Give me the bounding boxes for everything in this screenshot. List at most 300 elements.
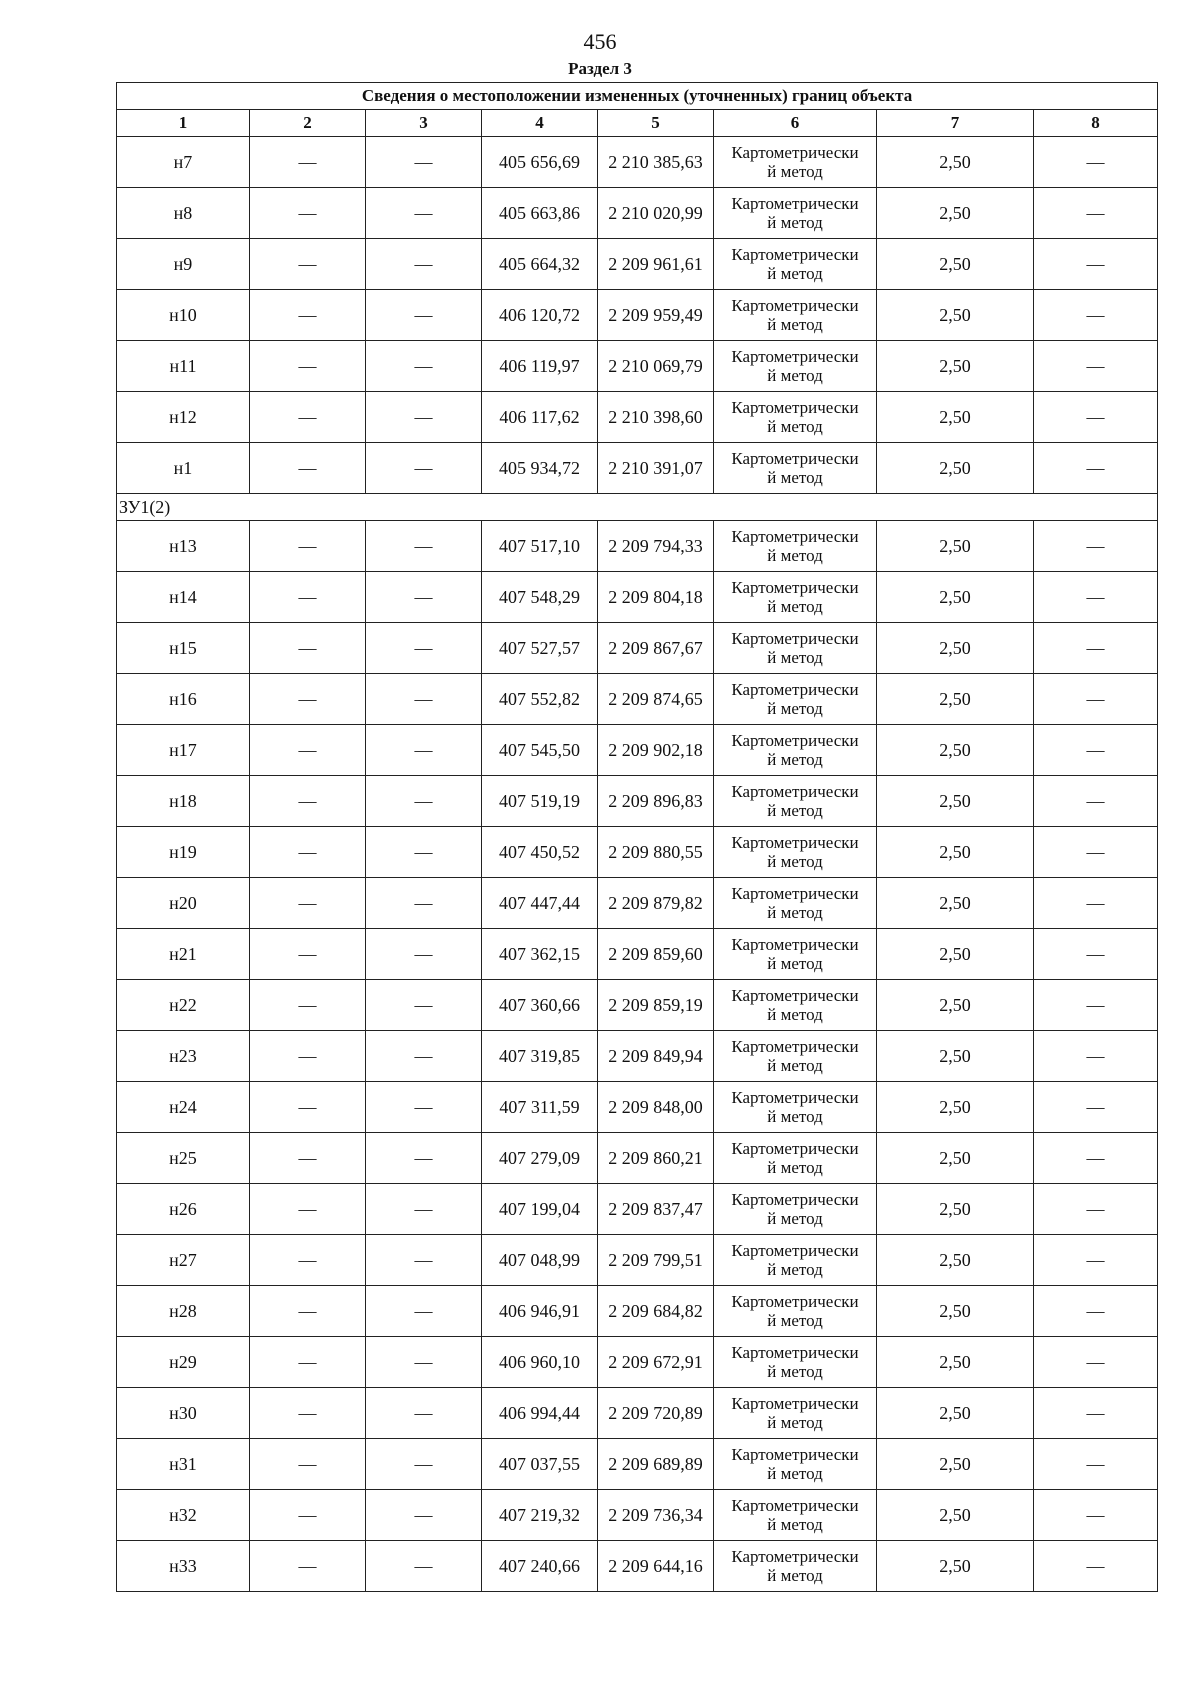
y-coordinate-cell: 2 209 848,00 [598,1082,714,1133]
empty-dash-cell: — [1034,1541,1158,1592]
empty-dash-cell: — [250,188,366,239]
empty-dash-cell: — [1034,1439,1158,1490]
method-text-line-1: Картометрически [731,143,859,162]
x-coordinate-cell: 407 548,29 [482,572,598,623]
x-coordinate-cell: 407 199,04 [482,1184,598,1235]
point-id-cell: н7 [117,137,250,188]
point-id-cell: н24 [117,1082,250,1133]
y-coordinate-cell: 2 209 860,21 [598,1133,714,1184]
empty-dash-cell: — [250,572,366,623]
y-coordinate-cell: 2 209 736,34 [598,1490,714,1541]
y-coordinate-cell: 2 210 391,07 [598,443,714,494]
empty-dash-cell: — [366,521,482,572]
point-id-cell: н16 [117,674,250,725]
point-id-cell: н25 [117,1133,250,1184]
empty-dash-cell: — [366,725,482,776]
point-id-cell: н31 [117,1439,250,1490]
empty-dash-cell: — [366,623,482,674]
x-coordinate-cell: 407 362,15 [482,929,598,980]
method-cell [714,392,877,443]
method-cell [714,521,877,572]
table-row [117,674,1158,725]
y-coordinate-cell: 2 209 874,65 [598,674,714,725]
method-text-line-2: й метод [767,417,823,436]
empty-dash-cell: — [366,1337,482,1388]
accuracy-cell: 2,50 [877,878,1034,929]
method-text-line-1: Картометрически [731,731,859,750]
empty-dash-cell: — [250,1082,366,1133]
point-id-cell: н22 [117,980,250,1031]
empty-dash-cell: — [1034,725,1158,776]
y-coordinate-cell: 2 209 804,18 [598,572,714,623]
accuracy-cell: 2,50 [877,521,1034,572]
empty-dash-cell: — [250,290,366,341]
method-text-line-2: й метод [767,213,823,232]
empty-dash-cell: — [366,878,482,929]
empty-dash-cell: — [1034,1388,1158,1439]
empty-dash-cell: — [1034,1337,1158,1388]
x-coordinate-cell: 406 120,72 [482,290,598,341]
empty-dash-cell: — [366,392,482,443]
point-id-cell: н17 [117,725,250,776]
table-row [117,1541,1158,1592]
method-text-line-2: й метод [767,546,823,565]
x-coordinate-cell: 407 552,82 [482,674,598,725]
empty-dash-cell: — [1034,827,1158,878]
method-cell [714,1235,877,1286]
empty-dash-cell: — [1034,521,1158,572]
empty-dash-cell: — [1034,980,1158,1031]
point-id-cell: н18 [117,776,250,827]
empty-dash-cell: — [366,1031,482,1082]
accuracy-cell: 2,50 [877,137,1034,188]
method-text-line-2: й метод [767,699,823,718]
empty-dash-cell: — [250,725,366,776]
method-cell [714,1133,877,1184]
x-coordinate-cell: 406 117,62 [482,392,598,443]
empty-dash-cell: — [1034,341,1158,392]
point-id-cell: н10 [117,290,250,341]
empty-dash-cell: — [1034,1031,1158,1082]
accuracy-cell: 2,50 [877,239,1034,290]
method-cell [714,1337,877,1388]
method-text-line-2: й метод [767,801,823,820]
column-header-2: 2 [250,110,366,137]
y-coordinate-cell: 2 209 902,18 [598,725,714,776]
empty-dash-cell: — [366,1286,482,1337]
method-text-line-2: й метод [767,1515,823,1534]
table-row [117,1439,1158,1490]
empty-dash-cell: — [366,341,482,392]
empty-dash-cell: — [366,137,482,188]
empty-dash-cell: — [1034,290,1158,341]
method-text-line-1: Картометрически [731,1139,859,1158]
x-coordinate-cell: 407 545,50 [482,725,598,776]
empty-dash-cell: — [366,1439,482,1490]
method-text-line-2: й метод [767,1311,823,1330]
method-text-line-1: Картометрически [731,449,859,468]
method-cell [714,1184,877,1235]
x-coordinate-cell: 407 450,52 [482,827,598,878]
table-row [117,521,1158,572]
empty-dash-cell: — [250,1235,366,1286]
accuracy-cell: 2,50 [877,1541,1034,1592]
method-text-line-2: й метод [767,1413,823,1432]
method-text-line-1: Картометрически [731,782,859,801]
x-coordinate-cell: 407 279,09 [482,1133,598,1184]
method-text-line-2: й метод [767,1209,823,1228]
method-text-line-1: Картометрически [731,578,859,597]
empty-dash-cell: — [366,1235,482,1286]
y-coordinate-cell: 2 209 849,94 [598,1031,714,1082]
empty-dash-cell: — [1034,572,1158,623]
empty-dash-cell: — [250,341,366,392]
group-row [117,494,1158,521]
method-text-line-2: й метод [767,1107,823,1126]
method-text-line-2: й метод [767,1362,823,1381]
column-header-7: 7 [877,110,1034,137]
accuracy-cell: 2,50 [877,341,1034,392]
empty-dash-cell: — [366,290,482,341]
method-text-line-1: Картометрически [731,1394,859,1413]
method-text-line-1: Картометрически [731,1088,859,1107]
x-coordinate-cell: 405 656,69 [482,137,598,188]
method-text-line-2: й метод [767,162,823,181]
point-id-cell: н21 [117,929,250,980]
section-title: Раздел 3 [568,59,632,78]
empty-dash-cell: — [250,443,366,494]
accuracy-cell: 2,50 [877,623,1034,674]
y-coordinate-cell: 2 210 069,79 [598,341,714,392]
table-row [117,776,1158,827]
y-coordinate-cell: 2 209 859,19 [598,980,714,1031]
y-coordinate-cell: 2 209 799,51 [598,1235,714,1286]
accuracy-cell: 2,50 [877,1388,1034,1439]
accuracy-cell: 2,50 [877,1286,1034,1337]
point-id-cell: н30 [117,1388,250,1439]
method-text-line-2: й метод [767,750,823,769]
method-cell [714,1439,877,1490]
method-cell [714,980,877,1031]
accuracy-cell: 2,50 [877,980,1034,1031]
method-cell [714,1541,877,1592]
method-cell [714,878,877,929]
empty-dash-cell: — [1034,188,1158,239]
table-row [117,188,1158,239]
empty-dash-cell: — [1034,1490,1158,1541]
x-coordinate-cell: 407 048,99 [482,1235,598,1286]
table-row [117,1388,1158,1439]
point-id-cell: н32 [117,1490,250,1541]
y-coordinate-cell: 2 209 880,55 [598,827,714,878]
y-coordinate-cell: 2 210 385,63 [598,137,714,188]
x-coordinate-cell: 406 946,91 [482,1286,598,1337]
method-cell [714,674,877,725]
method-text-line-1: Картометрически [731,1190,859,1209]
method-text-line-1: Картометрически [731,347,859,366]
accuracy-cell: 2,50 [877,1490,1034,1541]
y-coordinate-cell: 2 209 794,33 [598,521,714,572]
empty-dash-cell: — [250,1184,366,1235]
empty-dash-cell: — [366,1184,482,1235]
x-coordinate-cell: 407 219,32 [482,1490,598,1541]
empty-dash-cell: — [250,1133,366,1184]
table-title: Сведения о местоположении измененных (уточненных) границ объекта [117,83,1158,110]
method-text-line-1: Картометрически [731,935,859,954]
method-text-line-1: Картометрически [731,833,859,852]
method-cell [714,239,877,290]
empty-dash-cell: — [250,1031,366,1082]
table-row [117,1235,1158,1286]
table-row [117,1082,1158,1133]
point-id-cell: н23 [117,1031,250,1082]
empty-dash-cell: — [1034,1235,1158,1286]
accuracy-cell: 2,50 [877,1031,1034,1082]
accuracy-cell: 2,50 [877,1337,1034,1388]
table-row [117,443,1158,494]
y-coordinate-cell: 2 209 879,82 [598,878,714,929]
table-row [117,827,1158,878]
empty-dash-cell: — [250,1541,366,1592]
column-header-8: 8 [1034,110,1158,137]
method-text-line-1: Картометрически [731,245,859,264]
column-header-6: 6 [714,110,877,137]
empty-dash-cell: — [250,1286,366,1337]
empty-dash-cell: — [366,443,482,494]
x-coordinate-cell: 407 519,19 [482,776,598,827]
point-id-cell: н11 [117,341,250,392]
method-text-line-1: Картометрически [731,1445,859,1464]
empty-dash-cell: — [1034,1133,1158,1184]
empty-dash-cell: — [1034,1286,1158,1337]
method-text-line-2: й метод [767,315,823,334]
empty-dash-cell: — [250,521,366,572]
method-cell [714,1490,877,1541]
accuracy-cell: 2,50 [877,1235,1034,1286]
group-label: ЗУ1(2) [117,494,1158,521]
method-text-line-1: Картометрически [731,1496,859,1515]
point-id-cell: н20 [117,878,250,929]
x-coordinate-cell: 407 319,85 [482,1031,598,1082]
empty-dash-cell: — [366,674,482,725]
empty-dash-cell: — [250,980,366,1031]
method-text-line-2: й метод [767,1260,823,1279]
empty-dash-cell: — [250,392,366,443]
point-id-cell: н26 [117,1184,250,1235]
column-number-row [117,110,1158,137]
method-text-line-1: Картометрически [731,629,859,648]
method-cell [714,137,877,188]
point-id-cell: н9 [117,239,250,290]
y-coordinate-cell: 2 209 720,89 [598,1388,714,1439]
x-coordinate-cell: 405 663,86 [482,188,598,239]
method-cell [714,1286,877,1337]
point-id-cell: н12 [117,392,250,443]
method-cell [714,290,877,341]
accuracy-cell: 2,50 [877,725,1034,776]
method-cell [714,929,877,980]
empty-dash-cell: — [250,1388,366,1439]
method-text-line-1: Картометрически [731,1037,859,1056]
method-cell [714,443,877,494]
table-row [117,572,1158,623]
empty-dash-cell: — [1034,443,1158,494]
x-coordinate-cell: 405 664,32 [482,239,598,290]
y-coordinate-cell: 2 209 672,91 [598,1337,714,1388]
table-row [117,137,1158,188]
empty-dash-cell: — [366,239,482,290]
table-row [117,878,1158,929]
table-row [117,239,1158,290]
point-id-cell: н28 [117,1286,250,1337]
accuracy-cell: 2,50 [877,776,1034,827]
column-header-4: 4 [482,110,598,137]
accuracy-cell: 2,50 [877,1133,1034,1184]
method-text-line-2: й метод [767,852,823,871]
empty-dash-cell: — [366,929,482,980]
accuracy-cell: 2,50 [877,1439,1034,1490]
accuracy-cell: 2,50 [877,827,1034,878]
accuracy-cell: 2,50 [877,392,1034,443]
table-row [117,392,1158,443]
table-row [117,1286,1158,1337]
empty-dash-cell: — [250,776,366,827]
empty-dash-cell: — [366,1490,482,1541]
method-text-line-1: Картометрически [731,1547,859,1566]
accuracy-cell: 2,50 [877,1082,1034,1133]
empty-dash-cell: — [1034,1184,1158,1235]
accuracy-cell: 2,50 [877,929,1034,980]
y-coordinate-cell: 2 209 684,82 [598,1286,714,1337]
table-row [117,1031,1158,1082]
table-row [117,1337,1158,1388]
empty-dash-cell: — [250,137,366,188]
point-id-cell: н14 [117,572,250,623]
table-row [117,929,1158,980]
method-cell [714,776,877,827]
x-coordinate-cell: 407 240,66 [482,1541,598,1592]
y-coordinate-cell: 2 209 961,61 [598,239,714,290]
table-body [117,137,1158,1592]
method-text-line-1: Картометрически [731,1343,859,1362]
method-text-line-2: й метод [767,366,823,385]
table-row [117,623,1158,674]
x-coordinate-cell: 407 311,59 [482,1082,598,1133]
empty-dash-cell: — [250,674,366,725]
accuracy-cell: 2,50 [877,674,1034,725]
y-coordinate-cell: 2 209 644,16 [598,1541,714,1592]
empty-dash-cell: — [250,623,366,674]
empty-dash-cell: — [1034,674,1158,725]
empty-dash-cell: — [250,1337,366,1388]
empty-dash-cell: — [1034,137,1158,188]
empty-dash-cell: — [1034,1082,1158,1133]
empty-dash-cell: — [366,980,482,1031]
method-text-line-2: й метод [767,468,823,487]
method-cell [714,725,877,776]
empty-dash-cell: — [1034,878,1158,929]
y-coordinate-cell: 2 209 689,89 [598,1439,714,1490]
point-id-cell: н29 [117,1337,250,1388]
x-coordinate-cell: 407 517,10 [482,521,598,572]
method-cell [714,1031,877,1082]
point-id-cell: н15 [117,623,250,674]
y-coordinate-cell: 2 210 020,99 [598,188,714,239]
empty-dash-cell: — [250,239,366,290]
y-coordinate-cell: 2 209 959,49 [598,290,714,341]
method-text-line-2: й метод [767,648,823,667]
method-text-line-1: Картометрически [731,194,859,213]
method-text-line-1: Картометрически [731,884,859,903]
table-row [117,1490,1158,1541]
boundary-coordinates-table [116,82,1158,1592]
x-coordinate-cell: 407 527,57 [482,623,598,674]
point-id-cell: н19 [117,827,250,878]
accuracy-cell: 2,50 [877,443,1034,494]
column-header-5: 5 [598,110,714,137]
empty-dash-cell: — [250,1490,366,1541]
method-text-line-2: й метод [767,597,823,616]
method-cell [714,827,877,878]
point-id-cell: н27 [117,1235,250,1286]
empty-dash-cell: — [366,1388,482,1439]
method-text-line-1: Картометрически [731,986,859,1005]
empty-dash-cell: — [366,572,482,623]
y-coordinate-cell: 2 209 867,67 [598,623,714,674]
column-header-3: 3 [366,110,482,137]
table-row [117,1184,1158,1235]
empty-dash-cell: — [250,1439,366,1490]
column-header-1: 1 [117,110,250,137]
x-coordinate-cell: 407 447,44 [482,878,598,929]
x-coordinate-cell: 406 960,10 [482,1337,598,1388]
empty-dash-cell: — [1034,392,1158,443]
accuracy-cell: 2,50 [877,1184,1034,1235]
method-cell [714,1082,877,1133]
point-id-cell: н8 [117,188,250,239]
method-text-line-1: Картометрически [731,1241,859,1260]
method-text-line-2: й метод [767,903,823,922]
method-cell [714,341,877,392]
y-coordinate-cell: 2 209 837,47 [598,1184,714,1235]
point-id-cell: н1 [117,443,250,494]
method-text-line-1: Картометрически [731,296,859,315]
empty-dash-cell: — [366,1082,482,1133]
empty-dash-cell: — [1034,239,1158,290]
page-number: 456 [583,29,617,54]
empty-dash-cell: — [250,929,366,980]
empty-dash-cell: — [1034,929,1158,980]
method-text-line-2: й метод [767,1566,823,1585]
accuracy-cell: 2,50 [877,290,1034,341]
method-text-line-2: й метод [767,264,823,283]
point-id-cell: н33 [117,1541,250,1592]
method-cell [714,1388,877,1439]
empty-dash-cell: — [250,878,366,929]
y-coordinate-cell: 2 210 398,60 [598,392,714,443]
x-coordinate-cell: 407 360,66 [482,980,598,1031]
x-coordinate-cell: 406 119,97 [482,341,598,392]
empty-dash-cell: — [366,1133,482,1184]
empty-dash-cell: — [366,1541,482,1592]
table-row [117,1133,1158,1184]
empty-dash-cell: — [250,827,366,878]
point-id-cell: н13 [117,521,250,572]
method-text-line-1: Картометрически [731,1292,859,1311]
method-text-line-1: Картометрически [731,527,859,546]
empty-dash-cell: — [366,188,482,239]
method-text-line-2: й метод [767,1005,823,1024]
